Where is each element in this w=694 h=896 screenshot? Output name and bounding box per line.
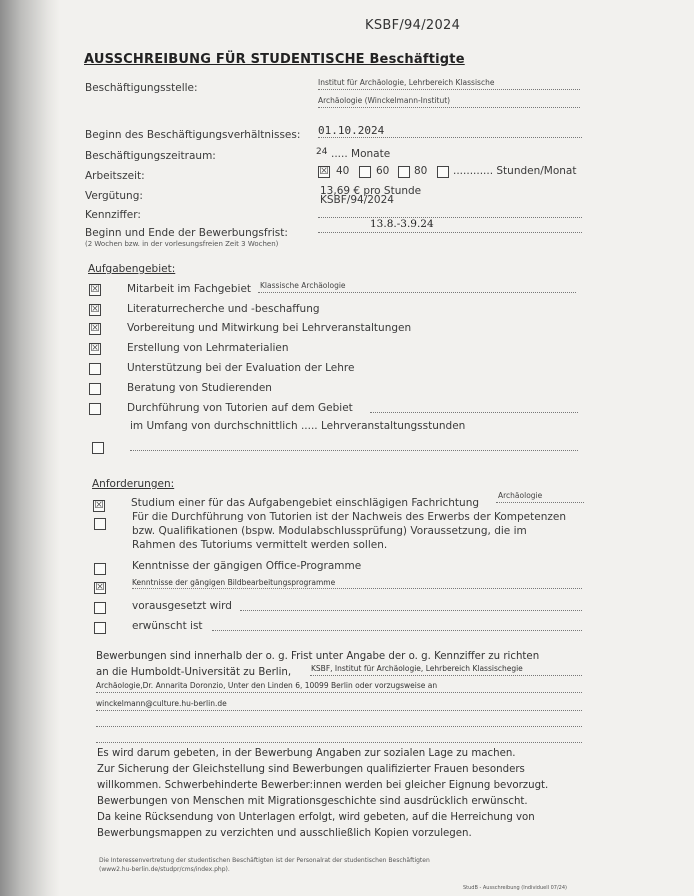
req-study-rule — [496, 502, 584, 503]
req-tutor-checkbox[interactable] — [94, 518, 106, 530]
application-email[interactable]: winckelmann@culture.hu-berlin.de — [96, 699, 227, 708]
start-rule — [318, 137, 582, 138]
task-5-checkbox[interactable] — [89, 363, 101, 375]
requirements-heading: Anforderungen: — [92, 478, 175, 490]
application-addr3-rule — [96, 710, 582, 711]
task-6-checkbox[interactable] — [89, 383, 101, 395]
task-2-text: Literaturrecherche und -beschaffung — [127, 303, 320, 315]
task-4-checkbox[interactable]: ☒ — [90, 343, 100, 354]
task-7-text: Durchführung von Tutorien auf dem Gebiet — [127, 402, 353, 414]
tasks-heading: Aufgabengebiet: — [88, 263, 176, 275]
hours-60-checkbox[interactable] — [359, 166, 371, 178]
deadline-value: 13.8.-3.9.24 — [370, 218, 434, 230]
application-blank-rule-2 — [96, 742, 582, 743]
notice-line-3: willkommen. Schwerbehinderte Bewerber:innen werden bei gleicher Eignung bevorzugt. — [97, 780, 549, 791]
tutorial-scope: im Umfang von durchschnittlich ..... Lehrveranstaltungsstunden — [130, 420, 466, 432]
application-addr2: Archäologie,Dr. Annarita Doronzio, Unter den Linden 6, 10099 Berlin oder vorzugsweise an — [96, 681, 438, 690]
req-desired-checkbox[interactable] — [94, 622, 106, 634]
req-study-fill: Archäologie — [498, 491, 543, 500]
task-6-text: Beratung von Studierenden — [127, 382, 272, 394]
pay-value: 13,69 € pro Stunde — [320, 185, 422, 197]
application-blank-rule-1 — [96, 726, 582, 727]
application-addr1-rule — [310, 675, 582, 676]
req-study-checkbox[interactable]: ☒ — [94, 500, 104, 511]
req-assumed-checkbox[interactable] — [94, 602, 106, 614]
notice-line-5: Da keine Rücksendung von Unterlagen erfolgt, wird gebeten, auf die Herreichung von — [97, 812, 535, 823]
footer-note-1: Die Interessenvertretung der studentischen Beschäftigten ist der Personalrat der studentischen Beschäftigten — [99, 857, 430, 864]
task-7-checkbox[interactable] — [89, 403, 101, 415]
task-4-text: Erstellung von Lehrmaterialien — [127, 342, 289, 354]
req-image-rule — [132, 588, 582, 589]
req-tutor-line1: Für die Durchführung von Tutorien ist der Nachweis des Erwerbs der Kompetenzen — [132, 511, 566, 523]
task-1-rule — [258, 292, 576, 293]
employer-label: Beschäftigungsstelle: — [85, 82, 198, 94]
req-office-checkbox[interactable] — [94, 563, 106, 575]
task-2-checkbox[interactable]: ☒ — [90, 304, 100, 315]
document-title: AUSSCHREIBUNG FÜR STUDENTISCHE Beschäftigte — [84, 52, 465, 67]
task-1-checkbox[interactable]: ☒ — [90, 284, 100, 295]
start-label: Beginn des Beschäftigungsverhältnisses: — [85, 129, 301, 141]
hours-custom-checkbox[interactable] — [437, 166, 449, 178]
req-study-text: Studium einer für das Aufgabengebiet einschlägigen Fachrichtung — [131, 497, 480, 509]
employer-line2-rule — [318, 107, 580, 108]
application-line1: Bewerbungen sind innerhalb der o. g. Frist unter Angabe der o. g. Kennziffer zu richten — [96, 651, 540, 662]
hours-label: Arbeitszeit: — [85, 170, 145, 182]
code-rule — [318, 217, 582, 218]
code-label: Kennziffer: — [85, 209, 141, 221]
deadline-label: Beginn und Ende der Bewerbungsfrist: — [85, 227, 288, 239]
employer-line1-rule — [318, 89, 580, 90]
notice-line-6: Bewerbungsmappen zu verzichten und ausschließlich Kopien vorzulegen. — [97, 828, 472, 839]
req-tutor-line3: Rahmen des Tutoriums vermittelt werden sollen. — [132, 539, 388, 551]
req-image-text: Kenntnisse der gängigen Bildbearbeitungsprogramme — [132, 578, 336, 587]
application-line2: an die Humboldt-Universität zu Berlin, — [96, 667, 292, 678]
req-assumed-text: vorausgesetzt wird — [132, 600, 232, 612]
deadline-note: (2 Wochen bzw. in der vorlesungsfreien Zeit 3 Wochen) — [85, 240, 279, 248]
reference-number: KSBF/94/2024 — [365, 18, 461, 33]
footer-note-2: (www2.hu-berlin.de/studpr/cms/index.php). — [99, 866, 230, 873]
task-7-rule — [370, 412, 578, 413]
pay-label: Vergütung: — [85, 190, 143, 202]
application-addr2-rule — [96, 692, 582, 693]
req-assumed-rule — [240, 610, 582, 611]
req-tutor-line2: bzw. Qualifikationen (bspw. Modulabschlussprüfung) Voraussetzung, die im — [132, 525, 527, 537]
task-other-rule — [130, 450, 578, 451]
start-value: 01.10.2024 — [318, 124, 385, 137]
employer-line2: Archäologie (Winckelmann-Institut) — [318, 96, 451, 105]
task-other-checkbox[interactable] — [92, 442, 104, 454]
employer-line1: Institut für Archäologie, Lehrbereich Klassische — [318, 78, 495, 87]
hours-60-label: 60 — [376, 165, 390, 177]
period-value: 24 — [316, 147, 328, 157]
task-5-text: Unterstützung bei der Evaluation der Lehre — [127, 362, 355, 374]
task-3-text: Vorbereitung und Mitwirkung bei Lehrveranstaltungen — [127, 322, 412, 334]
code-value-stamped: KSBF/94/2024 — [320, 194, 394, 206]
task-1-text: Mitarbeit im Fachgebiet — [127, 283, 252, 295]
deadline-rule — [318, 232, 582, 233]
req-image-checkbox[interactable]: ☒ — [95, 582, 105, 593]
application-addr1: KSBF, Institut für Archäologie, Lehrbereich Klassischegie — [311, 664, 523, 673]
task-1-fill: Klassische Archäologie — [260, 281, 346, 290]
req-desired-rule — [212, 630, 582, 631]
hours-40-label: 40 — [336, 165, 350, 177]
hours-40-checkbox[interactable]: ☒ — [319, 166, 329, 177]
notice-line-1: Es wird darum gebeten, in der Bewerbung Angaben zur sozialen Lage zu machen. — [97, 748, 516, 759]
hours-80-checkbox[interactable] — [398, 166, 410, 178]
hours-unit: ............ Stunden/Monat — [453, 165, 577, 177]
hours-80-label: 80 — [414, 165, 428, 177]
form-id: StudB - Ausschreibung (Individuell 07/24) — [463, 885, 567, 891]
notice-line-4: Bewerbungen von Menschen mit Migrationsgeschichte sind ausdrücklich erwünscht. — [97, 796, 528, 807]
period-unit: ..... Monate — [331, 148, 391, 160]
task-3-checkbox[interactable]: ☒ — [90, 323, 100, 334]
req-desired-text: erwünscht ist — [132, 620, 203, 632]
period-label: Beschäftigungszeitraum: — [85, 150, 216, 162]
notice-line-2: Zur Sicherung der Gleichstellung sind Bewerbungen qualifizierter Frauen besonders — [97, 764, 525, 775]
req-office-text: Kenntnisse der gängigen Office-Programme — [132, 560, 362, 572]
